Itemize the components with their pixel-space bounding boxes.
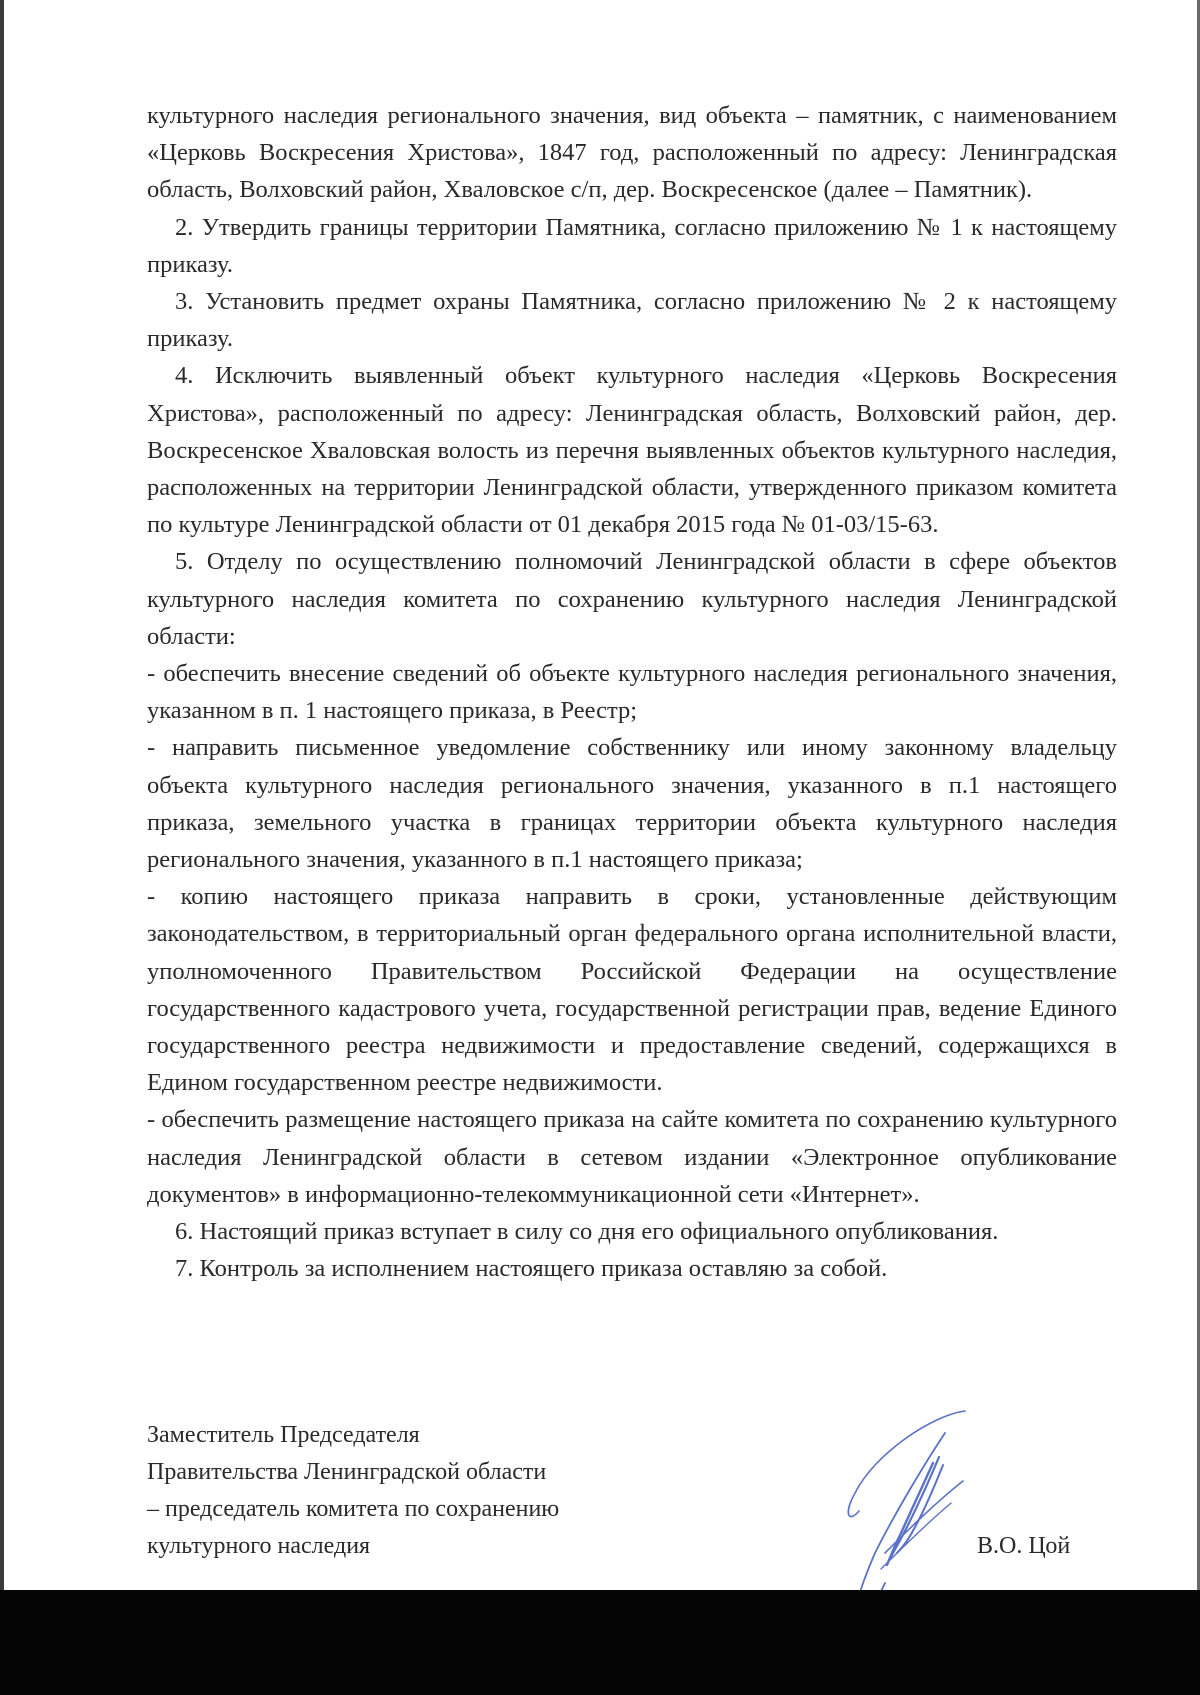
scan-bottom-bar (0, 1590, 1200, 1695)
paragraph-item-7: 7. Контроль за исполнением настоящего приказа оставляю за собой. (175, 1255, 888, 1283)
paragraph-item-5-bullet-send-copy: - копию настоящего приказа направить в сроки, установленные действующим законодательством, в территориальный орган федерального органа исполнительной власти, уполномоченного Правительством Российской Федерации на осуществление государственного кадастрового учета, государственной регистрации прав, ведение Единого государственного реестра недвижимости и предоставление сведений, содержащихся в Едином государственном реестре недвижимости. (147, 883, 1117, 1097)
paragraph-object-description: культурного наследия регионального значения, вид объекта – памятник, с наименованием «Церковь Воскресения Христова», 1847 год, расположенный по адресу: Ленинградская область, Волховский район, Хваловское с/п, дер. Воскресенское (далее – Памятник). (147, 102, 1117, 204)
signatory-title-line: Правительства Ленинградской области (147, 1459, 547, 1485)
paragraph-item-2: 2. Утвердить границы территории Памятника, согласно приложению № 1 к настоящему приказу. (147, 213, 1117, 278)
paragraph-item-6: 6. Настоящий приказ вступает в силу со дня его официального опубликования. (175, 1218, 999, 1246)
paragraph-item-5-bullet-registry: - обеспечить внесение сведений об объекте культурного наследия регионального значения, указанном в п. 1 настоящего приказа, в Реестр; (147, 660, 1117, 725)
signatory-title (147, 1417, 667, 1565)
signatory-title-line: культурного наследия (147, 1533, 371, 1559)
signatory-name: В.О. Цой (977, 1533, 1071, 1559)
paragraph-item-5-bullet-notify-owner: - направить письменное уведомление собственнику или иному законному владельцу объекта культурного наследия регионального значения, указанного в п.1 настоящего приказа, земельного участка в границах территории объекта культурного наследия регионального значения, указанного в п.1 настоящего приказа; (147, 734, 1117, 874)
document-body (147, 97, 1117, 1288)
signatory-title-line: Заместитель Председателя (147, 1422, 420, 1448)
paragraph-item-4: 4. Исключить выявленный объект культурного наследия «Церковь Воскресения Христова», расположенный по адресу: Ленинградская область, Волховский район, дер. Воскресенское Хваловская волость из перечня выявленных объектов культурного наследия, расположенных на территории Ленинградской области, утвержденного приказом комитета по культуре Ленинградской области от 01 декабря 2015 года № 01-03/15-63. (147, 362, 1117, 539)
paragraph-item-5-bullet-publish: - обеспечить размещение настоящего приказа на сайте комитета по сохранению культурного наследия Ленинградской области в сетевом издании «Электронное опубликование документов» в информационно-телекоммуникационной сети «Интернет». (147, 1106, 1117, 1208)
paragraph-item-3: 3. Установить предмет охраны Памятника, согласно приложению № 2 к настоящему приказу. (147, 288, 1117, 353)
paragraph-item-5: 5. Отделу по осуществлению полномочий Ленинградской области в сфере объектов культурного наследия комитета по сохранению культурного наследия Ленинградской области: (147, 548, 1117, 650)
signatory-title-line: – председатель комитета по сохранению (147, 1496, 560, 1522)
scan-left-edge (0, 0, 4, 1590)
